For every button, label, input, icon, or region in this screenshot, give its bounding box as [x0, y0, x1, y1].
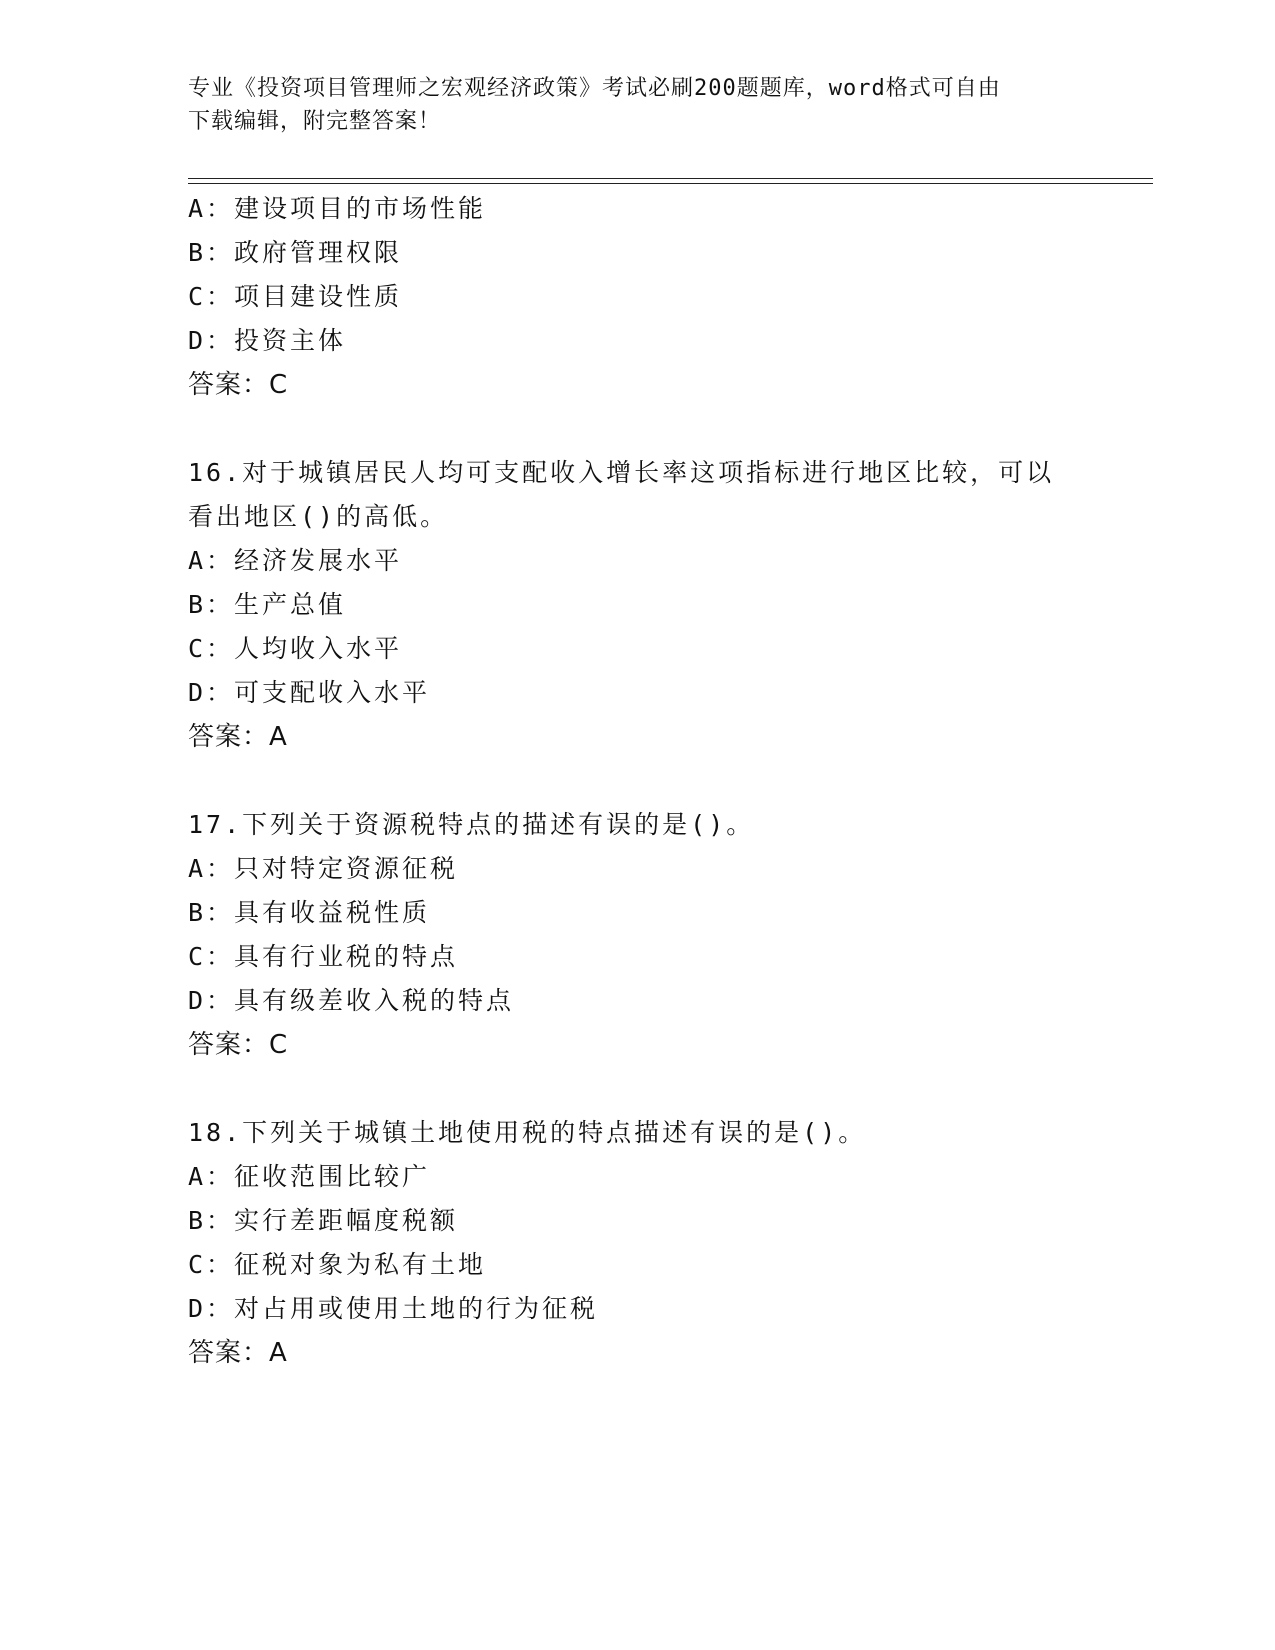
- q15-answer: 答案：C: [188, 370, 289, 400]
- q17-stem: 17.下列关于资源税特点的描述有误的是()。: [188, 810, 755, 839]
- q16-option-c: C：人均收入水平: [188, 634, 403, 663]
- q18-option-a: A：征收范围比较广: [188, 1162, 431, 1191]
- q18-option-c: C：征税对象为私有土地: [188, 1250, 487, 1279]
- q16-option-a: A：经济发展水平: [188, 546, 403, 575]
- q16-option-d: D：可支配收入水平: [188, 678, 431, 707]
- header-divider-bottom: [188, 183, 1153, 184]
- q18-option-b: B：实行差距幅度税额: [188, 1206, 459, 1235]
- document-header: [188, 72, 1068, 138]
- q18-option-d: D：对占用或使用土地的行为征税: [188, 1294, 599, 1323]
- q15-option-a: A：建设项目的市场性能: [188, 194, 487, 223]
- q16-answer: 答案：A: [188, 722, 288, 752]
- header-divider-top: [188, 178, 1153, 179]
- q17-option-a: A：只对特定资源征税: [188, 854, 459, 883]
- q18-answer: 答案：A: [188, 1338, 288, 1368]
- q15-option-d: D：投资主体: [188, 326, 347, 355]
- q17-option-c: C：具有行业税的特点: [188, 942, 459, 971]
- q16-stem-line-2: 看出地区()的高低。: [188, 502, 449, 531]
- header-line-2: 下载编辑，附完整答案！: [188, 109, 442, 134]
- header-line-1: 专业《投资项目管理师之宏观经济政策》考试必刷200题题库，word格式可自由: [188, 76, 1001, 101]
- q15-option-c: C：项目建设性质: [188, 282, 403, 311]
- q16-option-b: B：生产总值: [188, 590, 347, 619]
- q16-stem-line-1: 16.对于城镇居民人均可支配收入增长率这项指标进行地区比较，可以: [188, 458, 1055, 487]
- q15-option-b: B：政府管理权限: [188, 238, 403, 267]
- q17-answer: 答案：C: [188, 1030, 289, 1060]
- q17-option-b: B：具有收益税性质: [188, 898, 431, 927]
- q17-option-d: D：具有级差收入税的特点: [188, 986, 515, 1015]
- q18-stem: 18.下列关于城镇土地使用税的特点描述有误的是()。: [188, 1118, 867, 1147]
